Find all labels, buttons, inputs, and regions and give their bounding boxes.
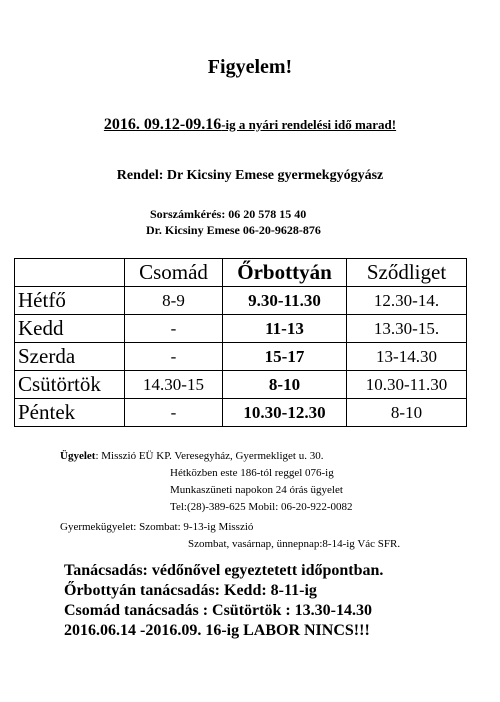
table-header-row <box>15 259 467 287</box>
date-notice-text: -ig a nyári rendelési idő marad! <box>221 117 397 132</box>
header-empty-cell <box>15 259 125 287</box>
on-call-address-text: : Misszió EÜ KP. Veresegyház, Gyermekliget u. 30. <box>95 450 324 462</box>
lab-notice: 2016.06.14 -2016.09. 16-ig LABOR NINCS!!! <box>64 622 370 639</box>
szodliget-cell: 8-10 <box>347 399 467 427</box>
schedule-table <box>14 258 467 427</box>
consultation-note: Tanácsadás: védőnővel egyeztetett időpontban. <box>64 562 384 579</box>
child-on-call-holiday: Szombat, vasárnap, ünnepnap:8-14-ig Vác SFR. <box>188 538 401 550</box>
doctor-phone: Dr. Kicsiny Emese 06-20-9628-876 <box>146 223 321 237</box>
orbottyan-consultation: Őrbottyán tanácsadás: Kedd: 8-11-ig <box>64 582 317 599</box>
table-row <box>15 371 467 399</box>
on-call-weekday: Hétközben este 186-tól reggel 076-ig <box>170 467 334 479</box>
szodliget-cell: 12.30-14. <box>347 287 467 315</box>
page-title: Figyelem! <box>207 56 293 78</box>
header-szodliget: Sződliget <box>347 259 467 287</box>
day-cell: Péntek <box>15 399 125 427</box>
orbottyan-cell: 15-17 <box>223 343 347 371</box>
appointment-phone: Sorszámkérés: 06 20 578 15 40 <box>150 207 307 221</box>
csomad-consultation: Csomád tanácsadás : Csütörtök : 13.30-14.30 <box>64 602 373 619</box>
doctor-line: Rendel: Dr Kicsiny Emese gyermekgyógyász <box>116 168 384 183</box>
csomad-cell: - <box>125 343 223 371</box>
csomad-cell: - <box>125 315 223 343</box>
csomad-cell: 14.30-15 <box>125 371 223 399</box>
csomad-cell: 8-9 <box>125 287 223 315</box>
date-notice <box>0 116 500 134</box>
day-cell: Csütörtök <box>15 371 125 399</box>
date-range: 2016. 09.12-09.16 <box>103 116 222 133</box>
day-cell: Szerda <box>15 343 125 371</box>
szodliget-cell: 13.30-15. <box>347 315 467 343</box>
orbottyan-cell: 11-13 <box>223 315 347 343</box>
table-row <box>15 399 467 427</box>
on-call-holiday: Munkaszüneti napokon 24 órás ügyelet <box>170 484 343 496</box>
header-orbottyan: Őrbottyán <box>223 259 347 287</box>
table-row <box>15 343 467 371</box>
header-csomad: Csomád <box>125 259 223 287</box>
table-row <box>15 287 467 315</box>
day-cell: Kedd <box>15 315 125 343</box>
on-call-phone: Tel:(28)-389-625 Mobil: 06-20-922-0082 <box>170 501 353 513</box>
on-call-label: Ügyelet <box>60 450 96 462</box>
orbottyan-cell: 8-10 <box>223 371 347 399</box>
table-row <box>15 315 467 343</box>
day-cell: Hétfő <box>15 287 125 315</box>
orbottyan-cell: 9.30-11.30 <box>223 287 347 315</box>
csomad-cell: - <box>125 399 223 427</box>
child-on-call-saturday: Gyermekügyelet: Szombat: 9-13-ig Misszió <box>60 521 254 533</box>
on-call-address <box>60 450 323 462</box>
orbottyan-cell: 10.30-12.30 <box>223 399 347 427</box>
szodliget-cell: 13-14.30 <box>347 343 467 371</box>
szodliget-cell: 10.30-11.30 <box>347 371 467 399</box>
